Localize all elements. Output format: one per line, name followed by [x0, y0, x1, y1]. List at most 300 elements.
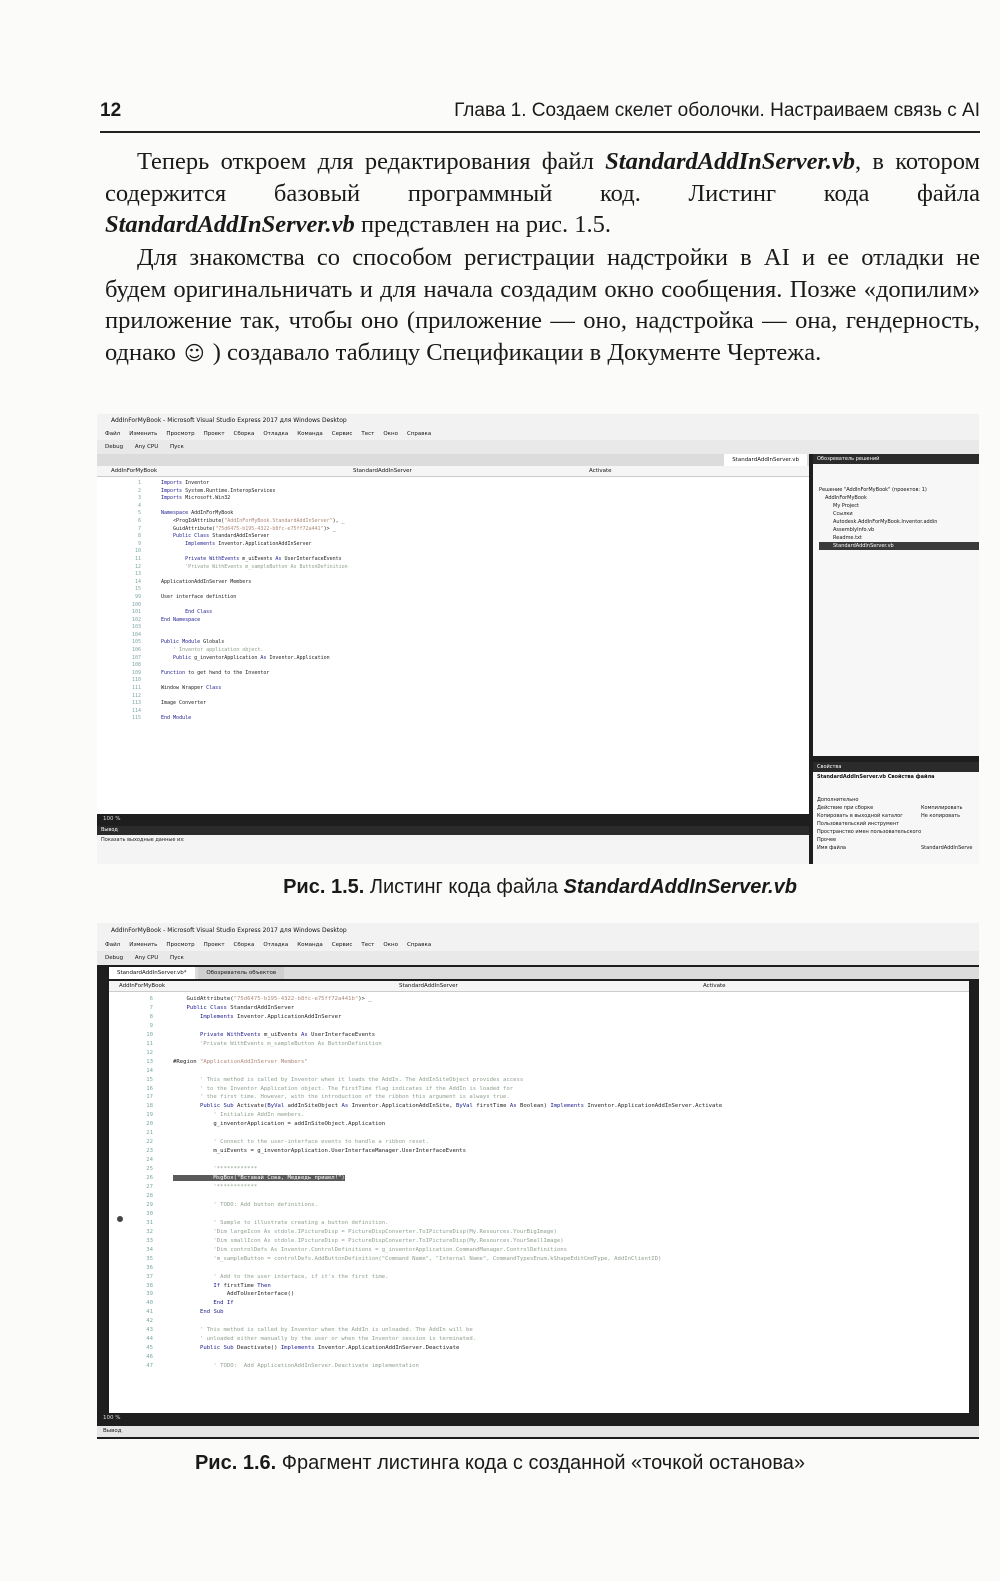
menu-item[interactable]: Отладка — [263, 431, 289, 437]
document-tabs — [109, 967, 979, 979]
line-number: 43 — [146, 1327, 153, 1334]
line-number: 6 — [149, 996, 153, 1002]
line-number: 46 — [146, 1354, 153, 1361]
solution-tree-item[interactable]: AddInForMyBook — [825, 495, 867, 501]
code-line — [109, 1156, 969, 1165]
code-text: Public Sub Deactivate() Implements Inventor.ApplicationAddInServer.Deactivate — [199, 1345, 460, 1352]
code-editor[interactable] — [97, 466, 809, 822]
code-text: Imports Microsoft.Win32 — [161, 495, 231, 502]
code-line — [109, 1362, 969, 1371]
page-number: 12 — [100, 100, 122, 121]
code-line — [109, 1228, 969, 1237]
code-text: #Region "ApplicationAddInServer Members" — [173, 1058, 308, 1065]
line-number: 38 — [146, 1282, 153, 1289]
code-line — [97, 579, 809, 587]
code-line — [97, 647, 809, 655]
line-number: 10 — [134, 548, 141, 555]
code-text: g_inventorApplication = addInSiteObject.Application — [173, 1121, 386, 1128]
code-line — [109, 1335, 969, 1344]
line-number: 24 — [146, 1157, 153, 1164]
code-text: 'Dim controlDefs As Inventor.ControlDefinitions = g_inventorApplication.CommandManager.ControlDefinitions — [173, 1246, 568, 1253]
code-text: 'Private WithEvents m_sampleButton As ButtonDefinition — [173, 1040, 382, 1047]
running-title: Глава 1. Создаем скелет оболочки. Настраиваем связь с AI — [454, 100, 980, 121]
zoom-level[interactable]: 100 % — [97, 814, 979, 825]
property-row[interactable] — [817, 836, 979, 844]
property-row[interactable] — [817, 844, 979, 852]
line-number: 20 — [146, 1121, 153, 1128]
code-text: AddToUserInterface() — [173, 1291, 295, 1298]
code-line — [97, 670, 809, 678]
code-text: ' Sample to illustrate creating a button definition. — [173, 1219, 389, 1226]
code-line — [109, 1326, 969, 1335]
code-line — [109, 1067, 969, 1076]
property-row[interactable] — [817, 820, 979, 828]
property-name: Пространство имен пользовательского — [817, 829, 922, 835]
code-text: End Sub — [199, 1309, 224, 1316]
code-line — [97, 662, 809, 670]
code-line — [109, 1282, 969, 1291]
code-text: '************ — [173, 1184, 258, 1191]
smiley-icon: ☺ — [183, 340, 205, 365]
code-line — [109, 1120, 969, 1129]
code-text: 'Dim largeIcon As stdole.IPictureDisp = PictureDispConverter.ToIPictureDisp(My.Resources.YourBigImage) — [173, 1228, 557, 1235]
code-line — [97, 708, 809, 716]
menu-item[interactable]: Проект — [203, 942, 225, 948]
code-line — [109, 1013, 969, 1022]
line-number: 3 — [137, 495, 141, 502]
line-number: 10 — [146, 1031, 153, 1038]
line-number: 99 — [134, 593, 141, 600]
output-label: Вывод — [97, 826, 809, 835]
code-text: m_uiEvents = g_inventorApplication.UserInterfaceManager.UserInterfaceEvents — [173, 1148, 466, 1155]
code-line — [97, 594, 809, 602]
menu-item[interactable]: Тест — [361, 942, 375, 948]
line-number: 15 — [134, 586, 141, 593]
line-number: 108 — [131, 662, 141, 669]
window-title: AddInForMyBook - Microsoft Visual Studio Express 2017 для Windows Desktop — [97, 923, 979, 939]
menu-item[interactable]: Просмотр — [166, 942, 195, 948]
menu-item[interactable]: Тест — [361, 431, 375, 437]
property-name: Дополнительно — [817, 797, 859, 803]
solution-tree-item[interactable]: Readme.txt — [833, 535, 862, 541]
code-line — [109, 1165, 969, 1174]
property-name: Действие при сборке — [817, 805, 874, 811]
code-line — [109, 1264, 969, 1273]
line-number: 100 — [131, 601, 141, 608]
line-number: 8 — [137, 533, 141, 540]
line-number: 22 — [146, 1139, 153, 1146]
line-number: 101 — [131, 609, 141, 616]
code-line — [109, 1273, 969, 1282]
code-text: End If — [213, 1300, 234, 1307]
line-number: 29 — [146, 1201, 153, 1208]
code-text: If firstTime Then — [213, 1282, 271, 1289]
output-panel — [97, 826, 809, 864]
toolbar — [97, 951, 979, 965]
line-number: 39 — [146, 1291, 153, 1298]
solution-tree-item[interactable]: Решение "AddInForMyBook" (проектов: 1) — [819, 487, 927, 493]
line-number: 40 — [146, 1300, 153, 1307]
menu-item[interactable]: Команда — [297, 942, 323, 948]
figure-1-5-caption: Рис. 1.5. Листинг кода файла StandardAddInServer.vb — [283, 876, 797, 898]
code-text: Function to get hwnd to the Inventor — [161, 669, 270, 676]
code-text: Public g_inventorApplication As Inventor.Application — [173, 654, 330, 661]
code-text: GuidAttribute("75d6475-b195-4322-b8fc-e75ff72a441b")> _ — [173, 996, 372, 1002]
code-text: ' This method is called by Inventor when it loads the AddIn. The AddInSiteObject provides access — [173, 1076, 524, 1083]
paragraph-2: Для знакомства со способом регистрации надстройки в AI и ее отладки не будем оригинальничать и для начала создадим окно сообщения. Позже «допилим» приложение так, чтобы оно (приложение — оно, надстройка — она, гендерность, однако ☺ ) создавало таблицу Спецификации в Документе Чертежа. — [105, 244, 980, 366]
code-line — [97, 693, 809, 701]
header-rule — [100, 131, 980, 133]
menu-item[interactable]: Сборка — [233, 431, 255, 437]
code-line — [109, 1138, 969, 1147]
code-line — [109, 1093, 969, 1102]
property-name: Копировать в выходной каталог — [817, 813, 903, 819]
line-number: 28 — [146, 1192, 153, 1199]
line-number: 110 — [131, 677, 141, 684]
line-number: 36 — [146, 1264, 153, 1271]
solution-explorer — [813, 454, 979, 756]
line-number: 31 — [146, 1219, 153, 1226]
code-text: 'Private WithEvents m_sampleButton As ButtonDefinition — [161, 563, 348, 570]
solution-tree-item[interactable]: My Project — [833, 503, 859, 509]
menu-bar — [97, 428, 979, 440]
figure-1-6-screenshot — [97, 923, 979, 1439]
tab-standardaddinserver[interactable]: StandardAddInServer.vb* — [109, 967, 195, 979]
zoom-level[interactable]: 100 % — [97, 1413, 979, 1424]
line-number: 13 — [134, 571, 141, 578]
line-number: 47 — [146, 1363, 153, 1370]
line-number: 45 — [146, 1345, 153, 1352]
code-listing — [97, 480, 809, 723]
filename: StandardAddInServer.vb — [605, 148, 855, 175]
line-number: 44 — [146, 1336, 153, 1343]
line-number: 6 — [137, 517, 141, 524]
solution-tree — [813, 464, 979, 550]
code-text: <ProgIdAttribute("AddInForMyBook.StandardAddInServer"), _ — [161, 517, 345, 524]
code-text: Namespace AddInForMyBook — [161, 510, 234, 517]
code-line — [97, 480, 809, 488]
code-text: ' This method is called by Inventor when the AddIn is unloaded. The AddIn will be — [173, 1327, 473, 1334]
code-line — [97, 632, 809, 640]
code-line — [109, 1111, 969, 1120]
paragraph-1: Теперь откроем для редактирования файл StandardAddInServer.vb, в котором содержится базовый программный код. Листинг кода файла StandardAddInServer.vb представлен на рис. 1.5. — [105, 148, 980, 238]
line-number: 4 — [137, 502, 141, 509]
menu-item[interactable]: Справка — [406, 942, 432, 948]
menu-item[interactable]: Просмотр — [166, 431, 195, 437]
window-title: AddInForMyBook - Microsoft Visual Studio Express 2017 для Windows Desktop — [97, 414, 979, 428]
code-text: Private WithEvents m_uiEvents As UserInterfaceEvents — [199, 1031, 376, 1038]
line-number: 2 — [137, 487, 141, 494]
configuration-select[interactable]: Debug — [105, 955, 124, 961]
code-text: GuidAttribute("75d6475-b195-4322-b8fc-e75ff72a441")> _ — [161, 525, 336, 532]
code-text: Public Class StandardAddInServer — [186, 1004, 295, 1011]
member-dropdown[interactable]: Activate — [589, 468, 612, 474]
code-line — [109, 1049, 969, 1058]
code-text: ' unloaded either manually by the user or when the Inventor session is terminated. — [173, 1336, 477, 1343]
line-number: 33 — [146, 1237, 153, 1244]
line-number: 112 — [131, 692, 141, 699]
toolbar — [97, 440, 979, 454]
line-number: 13 — [146, 1058, 153, 1065]
menu-item[interactable]: Изменить — [129, 942, 158, 948]
menu-item[interactable]: Справка — [406, 431, 432, 437]
code-line — [97, 488, 809, 496]
code-text: ' TODO: Add button definitions. — [173, 1201, 318, 1208]
properties-grid — [813, 782, 979, 852]
line-number: 17 — [146, 1094, 153, 1101]
code-text: ' Inventor application object. — [161, 647, 264, 654]
line-number: 14 — [134, 578, 141, 585]
properties-title: Свойства — [813, 762, 979, 772]
code-line — [109, 1290, 969, 1299]
code-text: ' Connect to the user-interface events to handle a ribbon reset. — [173, 1139, 429, 1146]
menu-item[interactable]: Команда — [297, 431, 323, 437]
code-line — [97, 624, 809, 632]
figure-1-5-screenshot — [97, 414, 979, 864]
code-line — [109, 1299, 969, 1308]
menu-item[interactable]: Файл — [105, 942, 121, 948]
code-text: ' TODO: Add ApplicationAddInServer.Deactivate implementation — [173, 1363, 419, 1370]
member-dropdown[interactable]: Activate — [703, 983, 726, 989]
code-line — [97, 556, 809, 564]
code-text: Implements Inventor.ApplicationAddInServer — [199, 1013, 342, 1020]
line-number: 109 — [131, 669, 141, 676]
code-line — [97, 639, 809, 647]
property-row[interactable] — [817, 828, 979, 836]
menu-item[interactable]: Проект — [203, 431, 225, 437]
menu-bar — [97, 939, 979, 951]
line-number: 27 — [146, 1184, 153, 1191]
code-line — [109, 1201, 969, 1210]
document-tabs — [97, 454, 809, 466]
code-line — [109, 1076, 969, 1085]
menu-item[interactable]: Изменить — [129, 431, 158, 437]
line-number: 35 — [146, 1255, 153, 1262]
code-line — [97, 510, 809, 518]
code-line — [109, 1308, 969, 1317]
output-source[interactable]: Показать выходные данные из: — [101, 837, 185, 843]
line-number: 30 — [146, 1210, 153, 1217]
line-number: 106 — [131, 647, 141, 654]
code-line — [109, 1183, 969, 1192]
code-line — [109, 1085, 969, 1094]
tab-object-browser[interactable]: Обозреватель объектов — [198, 967, 284, 979]
code-line — [97, 715, 809, 723]
project-dropdown[interactable]: AddInForMyBook — [111, 468, 158, 474]
line-number: 113 — [131, 700, 141, 707]
line-number: 105 — [131, 639, 141, 646]
property-value: Компилировать — [921, 805, 963, 811]
code-line — [97, 685, 809, 693]
code-line — [109, 1219, 969, 1228]
code-line — [97, 677, 809, 685]
code-text: ApplicationAddInServer Members — [161, 578, 252, 585]
line-number: 12 — [134, 563, 141, 570]
code-line — [97, 571, 809, 579]
line-number: 16 — [146, 1085, 153, 1092]
code-line — [109, 1031, 969, 1040]
menu-item[interactable]: Окно — [383, 942, 398, 948]
navigation-bar — [109, 981, 969, 992]
line-number: 7 — [137, 525, 141, 532]
solution-explorer-title: Обозреватель решений — [813, 454, 979, 464]
property-value: StandardAddInServe — [921, 845, 973, 851]
project-dropdown[interactable]: AddInForMyBook — [119, 983, 166, 989]
line-number: 21 — [146, 1130, 153, 1137]
code-line — [97, 503, 809, 511]
line-number: 11 — [146, 1040, 153, 1047]
code-line — [97, 586, 809, 594]
line-number: 32 — [146, 1228, 153, 1235]
code-line — [109, 1129, 969, 1138]
platform-select[interactable]: Any CPU — [134, 444, 159, 450]
code-text: 'Dim smallIcon As stdole.IPictureDisp = PictureDispConverter.ToIPictureDisp(My.Resources.YourSmallImage) — [173, 1237, 564, 1244]
solution-tree-item[interactable]: Autodesk.AddInForMyBook.Inventor.addin — [833, 519, 938, 525]
class-dropdown[interactable]: StandardAddInServer — [399, 983, 458, 989]
line-number: 8 — [149, 1013, 153, 1020]
configuration-select[interactable]: Debug — [105, 444, 124, 450]
code-line — [109, 1174, 969, 1183]
tab-standardaddinserver[interactable]: StandardAddInServer.vb — [724, 454, 807, 466]
code-line — [97, 602, 809, 610]
line-number: 103 — [131, 624, 141, 631]
menu-item[interactable]: Файл — [105, 431, 121, 437]
code-text: Image Converter — [161, 700, 207, 707]
line-number: 9 — [137, 540, 141, 547]
code-line — [109, 1058, 969, 1067]
solution-tree-item[interactable]: AssemblyInfo.vb — [833, 527, 875, 533]
code-listing — [109, 995, 969, 1371]
property-row[interactable] — [817, 796, 979, 804]
menu-item[interactable]: Сборка — [233, 942, 255, 948]
code-line — [97, 700, 809, 708]
code-text: Public Class StandardAddInServer — [173, 533, 270, 540]
code-line — [97, 526, 809, 534]
line-number: 23 — [146, 1148, 153, 1155]
code-text: ' Add to the user interface, if it's the first time. — [173, 1273, 389, 1280]
figure-1-6-caption: Рис. 1.6. Фрагмент листинга кода с созданной «точкой останова» — [194, 1452, 806, 1474]
line-number: 25 — [146, 1166, 153, 1173]
code-line — [109, 1022, 969, 1031]
code-line — [109, 1344, 969, 1353]
code-line — [97, 617, 809, 625]
code-text: ' to the Inventor Application object. The FirstTime flag indicates if the AddIn is loaded for — [173, 1085, 514, 1092]
line-number: 15 — [146, 1076, 153, 1083]
code-text: End Namespace — [161, 616, 201, 623]
code-text: Private WithEvents m_uiEvents As UserInterfaceEvents — [185, 555, 342, 562]
property-name: Имя файла — [817, 845, 846, 851]
code-text: '************ — [173, 1166, 258, 1173]
code-line — [97, 655, 809, 663]
line-number: 102 — [131, 616, 141, 623]
code-line — [109, 1040, 969, 1049]
code-text: 'm_sampleButton = controlDefs.AddButtonDefinition("Command Name", "Internal Name", CommandTypesEnum.kShapeEditCmdType, AddInClientID) — [173, 1255, 662, 1262]
menu-item[interactable]: Сервис — [331, 431, 353, 437]
code-text: Public Module Globals — [161, 639, 225, 646]
property-value: Не копировать — [921, 813, 961, 819]
running-header — [100, 96, 980, 130]
filename: StandardAddInServer.vb — [105, 211, 355, 238]
code-line — [97, 518, 809, 526]
code-text: Window Wrapper Class — [161, 685, 222, 692]
code-line — [109, 1255, 969, 1264]
code-line — [97, 541, 809, 549]
code-line — [109, 1246, 969, 1255]
output-label: Вывод — [97, 1426, 979, 1437]
line-number: 37 — [146, 1273, 153, 1280]
code-line — [109, 1192, 969, 1201]
start-button[interactable]: Пуск — [170, 444, 184, 450]
code-line — [109, 1317, 969, 1326]
code-text: Implements Inventor.ApplicationAddInServer — [185, 540, 312, 547]
line-number: 11 — [134, 555, 141, 562]
property-row[interactable] — [817, 804, 979, 812]
line-number: 107 — [131, 654, 141, 661]
property-name: Пользовательский инструмент — [817, 821, 900, 827]
line-number: 115 — [131, 715, 141, 722]
code-line — [109, 995, 969, 1004]
line-number: 19 — [146, 1112, 153, 1119]
line-number: 34 — [146, 1246, 153, 1253]
breakpoint-marker[interactable] — [117, 1216, 123, 1222]
platform-select[interactable]: Any CPU — [134, 955, 159, 961]
line-number: 14 — [146, 1067, 153, 1074]
line-number: 114 — [131, 707, 141, 714]
line-number: 42 — [146, 1318, 153, 1325]
code-line — [97, 495, 809, 503]
code-line — [109, 1102, 969, 1111]
code-text: End Class — [185, 609, 213, 616]
menu-item[interactable]: Окно — [383, 431, 398, 437]
code-line — [109, 1353, 969, 1362]
navigation-bar — [97, 466, 809, 477]
code-line — [97, 548, 809, 556]
code-text: ' Initialize AddIn members. — [173, 1112, 305, 1119]
code-editor[interactable] — [109, 981, 969, 1419]
line-number: 104 — [131, 631, 141, 638]
line-number: 1 — [137, 480, 141, 486]
line-number: 5 — [137, 510, 141, 517]
code-text: MsgBox("Вставай Сова, Медведь пришел!") — [173, 1175, 345, 1182]
code-line — [109, 1147, 969, 1156]
code-line — [109, 1210, 969, 1219]
code-text: Imports Inventor — [161, 480, 210, 486]
code-line — [109, 1004, 969, 1013]
menu-item[interactable]: Сервис — [331, 942, 353, 948]
property-name: Прочее — [817, 837, 837, 843]
line-number: 9 — [149, 1022, 153, 1029]
code-text: Imports System.Runtime.InteropServices — [161, 487, 276, 494]
properties-panel — [813, 762, 979, 864]
start-button[interactable]: Пуск — [170, 955, 184, 961]
property-row[interactable] — [817, 812, 979, 820]
line-number: 41 — [146, 1309, 153, 1316]
solution-tree-item[interactable]: StandardAddInServer.vb — [819, 542, 979, 550]
code-line — [97, 609, 809, 617]
menu-item[interactable]: Отладка — [263, 942, 289, 948]
code-text: User interface definition — [161, 593, 237, 600]
solution-tree-item[interactable]: Ссылки — [833, 511, 853, 517]
code-line — [97, 564, 809, 572]
line-number: 26 — [146, 1175, 153, 1182]
properties-subject: StandardAddInServer.vb Свойства файла — [817, 774, 935, 780]
line-number: 7 — [149, 1004, 153, 1011]
code-line — [109, 1237, 969, 1246]
code-text: End Module — [161, 715, 192, 722]
code-text: Public Sub Activate(ByVal addInSiteObject As Inventor.ApplicationAddInSite, ByVal firstTime As Boolean) Implements Inventor.ApplicationAddInServer.Activate — [199, 1103, 723, 1110]
line-number: 12 — [146, 1049, 153, 1056]
class-dropdown[interactable]: StandardAddInServer — [353, 468, 412, 474]
